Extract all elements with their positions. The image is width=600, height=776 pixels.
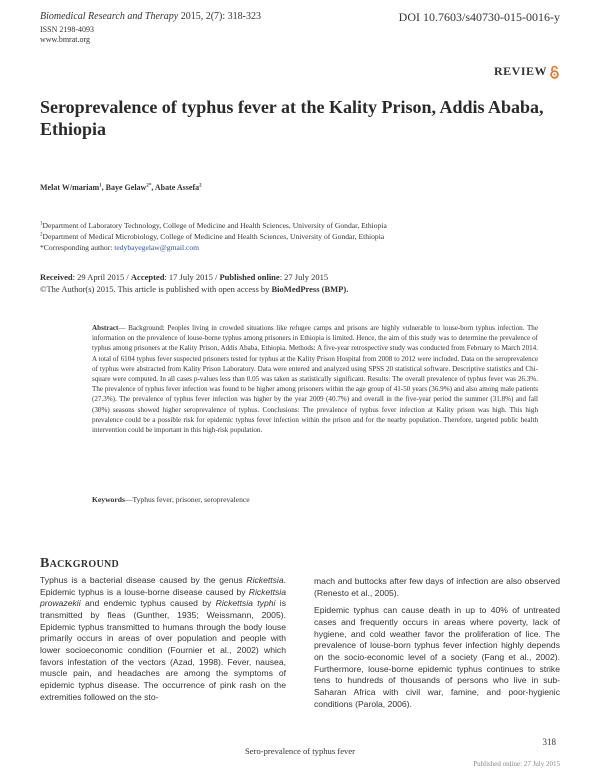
abstract-label: Abstract	[92, 324, 119, 332]
copyright-text: ©The Author(s) 2015. This article is published with open access by	[40, 284, 272, 294]
issn: ISSN 2198-4093	[40, 25, 95, 34]
section-heading-text: Background	[40, 556, 120, 571]
publication-dates	[40, 272, 328, 282]
journal-volume: 2015, 2(7): 318-323	[180, 11, 261, 22]
keywords-text: —Typhus fever, prisoner, seroprevalence	[124, 495, 250, 504]
section-heading	[40, 556, 119, 572]
author-affiliation-mark: 1	[99, 183, 102, 189]
author-name: Baye Gelaw	[105, 183, 147, 192]
journal-citation	[40, 11, 261, 22]
taxon-name: Rickettsia prowazekii	[40, 586, 286, 609]
received-date: : 29 April 2015 /	[72, 272, 131, 282]
article-title: Seroprevalence of typhus fever at the Kality Prison, Addis Ababa, Ethiopia	[40, 97, 544, 139]
running-title: Sero-prevalence of typhus fever	[245, 746, 355, 756]
body-paragraph: mach and buttocks after few days of infection are also observed (Renesto et al., 2005).	[314, 576, 560, 598]
accepted-date: : 17 July 2015 /	[164, 272, 220, 282]
abstract-text: — Background: Peoples living in crowded situations like refugee camps and prisons are highly vulnerable to louse-born typhus infection. The information on the prevalence of louse-borne typhus among prisoners in Ethiopia is limited. Hence, the aim of this study was to determine the prevalence of typhus among prisoners at the Kality Prison, Addis Ababa, Ethiopia. Methods: A five-year retrospective study was conducted from February to March 2014. A total of 6104 typhus fever suspected prisoners tested for typhus at the Kality Prison Hospital from 2008 to 2012 were included. Data on the seroprevalence of typhus were abstracted from Kality Prison Laboratory. Data were entered and analyzed using SPSS 20 statistical software. Descriptive statistics and Chi-square were computed. In all cases p-values less than 0.05 was taken as statistically significant. Results: The overall prevalence of typhus fever was 26.3%. The prevalence of typhus fever infection was found to be higher among prisoners within the age group of 41-50 years (36.9%) and also among male patients (27.3%). The prevalence of typhus fever infection was higher by the year 2009 (40.7%) and overall in the five-year period the summer (31.8%) and fall (30%) seasons showed higher seroprevalence of typhus. Conclusions: The prevalence of typhus fever infection at Kality prison was high. This high prevalence could be a possible risk for epidemic typhus fever infection within the prison and for the nearby population. Therefore, targeted public health intervention could be important in this high-risk population.	[92, 324, 538, 435]
keywords	[92, 495, 250, 504]
body-text: and endemic typhus caused by	[80, 598, 216, 609]
author-list: Melat W/mariam$^1$, Baye Gelaw$^{2*}$, Abate Assefa$^2$	[40, 183, 202, 192]
body-paragraph: Epidemic typhus can cause death in up to 40% of untreated cases and frequently occurs in areas where poverty, lack of hygiene, and cold weather favor the proliferation of lice. The prevalence of louse-born typhus fever infection highly depends on the socio-economic level of a society (Fang et al., 2002). Furthermore, louse-borne epidemic typhus continues to strike tens to hundreds of thousands of persons who live in sub-Saharan Africa with civil war, famine, and poor-hygienic conditions (Parola, 2006).	[314, 605, 560, 709]
published-online-footer: Published online: 27 July 2015	[473, 760, 560, 768]
affiliation-mark: 2	[40, 232, 43, 238]
published-label: Published online	[219, 272, 280, 282]
article-type-label	[494, 64, 560, 79]
affiliation-text: Department of Laboratory Technology, College of Medicine and Health Sciences, University of Gondar, Ethiopia	[42, 221, 387, 230]
author-name: Abate Assefa	[154, 183, 200, 192]
body-paragraph	[40, 575, 286, 703]
keywords-label: Keywords	[92, 495, 125, 504]
corresponding-author-label: *Corresponding author:	[40, 243, 113, 252]
received-label: Received	[40, 272, 73, 282]
doi: DOI 10.7603/s40730-015-0016-y	[398, 10, 560, 24]
published-date: : 27 July 2015	[279, 272, 329, 282]
copyright-notice	[40, 284, 348, 294]
abstract	[92, 323, 538, 435]
body-text: Typhus is a bacterial disease caused by the genus	[40, 575, 247, 585]
body-text: . Epidemic typhus is a louse-borne disease caused by	[40, 575, 286, 597]
affiliation-text: Department of Medical Microbiology, College of Medicine and Health Sciences, University of Gondar, Ethiopia	[42, 232, 385, 241]
body-text: is transmitted by fleas (Gunther, 1935; Weissmann, 2005). Epidemic typhus transmitted to humans through the body louse primarily occurs in areas of over population and people with lower socioeconomic condition (Fournier et al., 2002) which favors infestation of the vectors (Azad, 1998). Fever, nausea, muscle pain, and headaches are among the symptoms of epidemic typhus disease. The occurrence of pink rash on the extremities followed on the sto-	[40, 598, 286, 702]
affiliation	[40, 232, 384, 241]
author-affiliation-mark: 2	[199, 183, 202, 189]
journal-website-link[interactable]: www.bmrat.org	[40, 35, 90, 44]
article-type-text: REVIEW	[493, 64, 547, 78]
corresponding-author	[40, 243, 199, 252]
body-column-left	[40, 575, 286, 709]
accepted-label: Accepted	[130, 272, 165, 282]
open-access-icon	[549, 65, 560, 79]
author-affiliation-mark: 2*	[146, 183, 152, 189]
publisher-name: BioMedPress (BMP).	[271, 284, 349, 294]
author-name: Melat W/mariam	[40, 183, 100, 192]
body-column-right	[314, 576, 560, 716]
affiliation-mark: 1	[40, 221, 43, 227]
affiliation	[40, 221, 387, 230]
page-number: 318	[542, 737, 556, 747]
taxon-name: Rickettsia	[246, 575, 284, 585]
corresponding-author-email-link[interactable]: tedybayegelaw@gmail.com	[114, 243, 200, 252]
journal-name: Biomedical Research and Therapy	[40, 11, 179, 22]
taxon-name: Rickettsia typhi	[215, 598, 276, 609]
